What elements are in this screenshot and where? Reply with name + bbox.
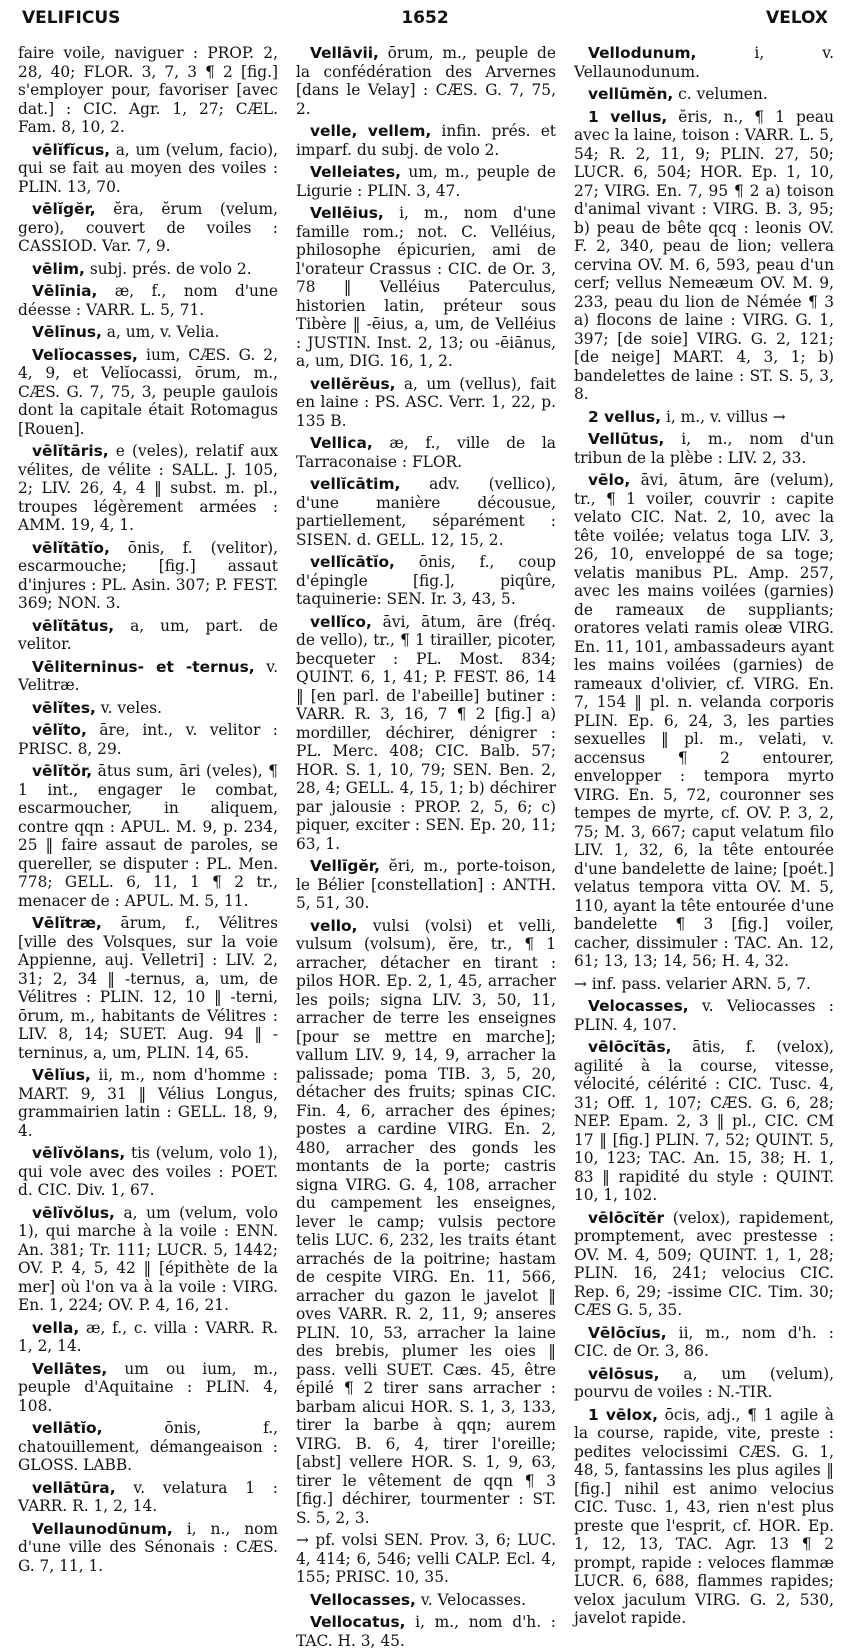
dictionary-entry <box>18 282 278 319</box>
definition-text: v. Veliocasses : PLIN. 4, 107. <box>574 997 834 1034</box>
headword: vēlĭvŏlans, <box>32 1144 126 1162</box>
headword: Vēlĭus, <box>32 1066 91 1084</box>
dictionary-entry <box>18 141 278 197</box>
headword: vēlo, <box>588 471 631 489</box>
dictionary-entry <box>574 408 834 427</box>
headword: 2 vellus, <box>588 407 662 426</box>
headword: 1 vellus, <box>588 107 668 126</box>
headword: Vellocatus, <box>310 1613 406 1631</box>
headword: vēlĭtes, <box>32 698 96 717</box>
headword: vēlĭtŏr, <box>32 762 93 780</box>
headword: 1 vēlox, <box>588 1405 658 1424</box>
definition-text: (velox), rapidement, promptement, avec prestesse : OV. M. 4, 509; QUINT. 1, 1, 28; PLIN. 16, 241; velocius CIC. Rep. 6, 29; -issime CIC. Tim. 30; CÆS G. 5, 35. <box>574 1208 834 1319</box>
headword: vellĭcātĭo, <box>310 553 395 571</box>
running-head-right: VELOX <box>766 8 828 28</box>
dictionary-entry <box>18 539 278 613</box>
headword: vēlĭtāris, <box>32 442 109 460</box>
definition-text: a, um (velum, volo 1), qui marche à la voile : ENN. An. 381; Tr. 111; LUCR. 5, 1442; OV. P. 4, 5, 42 ‖ [épithète de la mer] où l'on va à la voile : VIRG. En. 1, 224; OV. P. 4, 16, 21. <box>18 1203 278 1314</box>
definition-text: a, um (velum, facio), qui se fait au moyen des voiles : PLIN. 13, 70. <box>18 140 278 196</box>
dictionary-entry <box>296 917 556 1528</box>
headword: vellūmĕn, <box>588 85 674 103</box>
headword: vēlĭvŏlus, <box>32 1203 115 1222</box>
dictionary-entry <box>18 1520 278 1576</box>
dictionary-entry <box>18 44 278 137</box>
dictionary-entry <box>574 997 834 1034</box>
definition-text: um, m., peuple de Ligurie : PLIN. 3, 47. <box>296 163 556 200</box>
definition-text: ĕri, m., porte-toison, le Bélier [constellation] : ANTH. 5, 51, 30. <box>296 857 556 912</box>
dictionary-entry <box>574 1406 834 1628</box>
dictionary-entry <box>574 1038 834 1205</box>
definition-text: āvi, ātum, āre (velum), tr., ¶ 1 voiler, couvrir : capite velato CIC. Nat. 2, 10, avec la tête voilée; velatus toga LIV. 3, 26, 10, enveloppé de sa toge; velatis manibus PL. Amp. 257, avec les mains voilées (garnies) de rameaux de suppliants; oratores velati ramis oleæ VIRG. En. 11, 101, ambassadeurs ayant les mains voilées (garnies) de rameaux d'olivier, cf. VIRG. En. 7, 154 ‖ pl. n. velanda corporis PLIN. Ep. 6, 24, 3, les parties sexuelles ‖ pl. m., velati, v. accensus ¶ 2 entourer, envelopper : tempora myrto VIRG. En. 5, 72, couronner ses tempes de myrte, cf. OV. P. 3, 2, 75; M. 3, 667; caput velatum filo LIV. 1, 32, 6, la tête entourée d'une bandelette de laine; [poét.] velatus tempora vitta OV. M. 5, 110, ayant la tête entourée d'une bandelette ¶ 3 [fig.] voiler, cacher, dissimuler : TAC. An. 12, 61; 13, 13; 14, 56; H. 4, 32. <box>574 471 834 970</box>
dictionary-entry <box>18 442 278 535</box>
definition-text: subj. prés. de volo 2. <box>89 259 252 278</box>
dictionary-entry <box>296 857 556 913</box>
headword: vēlĭgĕr, <box>32 200 96 218</box>
definition-text: v. veles. <box>100 698 163 717</box>
dictionary-columns <box>18 44 834 1650</box>
definition-text: a, um (vellus), fait en laine : PS. ASC. Verr. 1, 22, p. 135 B. <box>296 374 556 430</box>
dictionary-entry <box>296 434 556 471</box>
headword: vello, <box>310 916 358 935</box>
definition-text: æ, f., ville de la Tarraconaise : FLOR. <box>296 434 556 471</box>
definition-text: ōnis, f., coup d'épingle [fig.], piqûre, taquinerie: SEN. Ir. 3, 43, 5. <box>296 553 556 608</box>
dictionary-entry <box>18 699 278 718</box>
headword: Vēlĭtræ, <box>32 914 102 932</box>
definition-text: āre, int., v. velitor : PRISC. 8, 29. <box>18 721 278 758</box>
definition-text: v. Velocasses. <box>420 1590 526 1609</box>
dictionary-entry <box>574 1365 834 1402</box>
headword: vēlĭfĭcus, <box>32 140 111 159</box>
dictionary-entry <box>574 44 834 81</box>
dictionary-entry <box>18 346 278 439</box>
headword: vēlōsus, <box>588 1364 660 1383</box>
dictionary-entry <box>296 122 556 159</box>
headword: Vellocasses, <box>310 1590 416 1609</box>
headword: Vellūtus, <box>588 430 665 448</box>
dictionary-entry <box>18 1419 278 1475</box>
dictionary-entry <box>574 1209 834 1320</box>
headword: vella, <box>32 1318 80 1337</box>
definition-text: ium, CÆS. G. 2, 4, 9, et Velĭocassi, ōrum, m., CÆS. G. 7, 75, 3, peuple gaulois dont la capitale était Rotomagus [Rouen]. <box>18 345 278 438</box>
dictionary-entry <box>296 1531 556 1587</box>
definition-text: ii, m., nom d'h. : CIC. de Or. 3, 86. <box>574 1323 834 1360</box>
definition-text: faire voile, naviguer : PROP. 2, 28, 40; FLOR. 3, 7, 3 ¶ 2 [fig.] s'employer pour, favoriser [avec dat.] : CIC. Agr. 1, 27; CÆL. Fam. 8, 10, 2. <box>18 44 278 136</box>
dictionary-entry <box>18 721 278 758</box>
dictionary-entry <box>18 323 278 342</box>
dictionary-entry <box>574 85 834 104</box>
dictionary-entry <box>18 1204 278 1315</box>
headword: vēlĭtātĭo, <box>32 538 110 557</box>
dictionary-entry <box>18 1144 278 1200</box>
definition-text: um ou ium, m., peuple d'Aquitaine : PLIN. 4, 108. <box>18 1359 278 1415</box>
definition-text: a, um, v. Velia. <box>106 323 220 341</box>
definition-text: i, m., nom d'une famille rom.; not. C. Velléius, philosophe épicurien, ami de l'orateur Crassus : CIC. de Or. 3, 78 ‖ Velléius Paterculus, historien latin, préteur sous Tibère ‖ -ēius, a, um, de Velléius : JUSTIN. Inst. 2, 13; ou -ēiānus, a, um, DIG. 16, 1, 2. <box>296 204 556 370</box>
dictionary-entry <box>574 471 834 971</box>
headword: velle, vellem, <box>310 122 432 140</box>
headword: Vellodunum, <box>588 44 697 62</box>
dictionary-entry <box>574 975 834 994</box>
dictionary-entry <box>296 553 556 609</box>
definition-text: tis (velum, volo 1), qui vole avec des voiles : POET. d. CIC. Div. 1, 67. <box>18 1144 278 1199</box>
headword: Vēlōcĭus, <box>588 1323 667 1342</box>
headword: Velleiates, <box>310 163 401 181</box>
headword: Velĭocasses, <box>32 345 138 364</box>
running-head-left: VELIFICUS <box>22 8 121 28</box>
headword: vellātĭo, <box>32 1419 103 1437</box>
definition-text: v. velatura 1 : VARR. R. 1, 2, 14. <box>18 1478 278 1515</box>
definition-text: i, m., nom d'un tribun de la plèbe : LIV. 2, 33. <box>574 430 834 467</box>
dictionary-entry <box>18 1066 278 1140</box>
definition-text: āvi, ātum, āre (fréq. de vello), tr., ¶ 1 tirailler, picoter, becqueter : PL. Most. 834; QUINT. 6, 1, 41; P. FEST. 86, 14 ‖ [en parl. de l'abeille] butiner : VARR. R. 3, 16, 7 ¶ 2 [fig.] a) mordiller, déchirer, dénigrer : PL. Merc. 408; CIC. Balb. 57; HOR. S. 1, 10, 79; SEN. Ben. 2, 28, 4; GELL. 4, 15, 1; b) déchirer par jalousie : PROP. 2, 5, 6; c) piquer, exciter : SEN. Ep. 20, 11; 63, 1. <box>296 612 556 853</box>
definition-text: æ, f., nom d'une déesse : VARR. L. 5, 71. <box>18 282 278 319</box>
headword: Velocasses, <box>588 997 689 1015</box>
definition-text: i, m., nom d'h. : TAC. H. 3, 45. <box>296 1613 556 1650</box>
definition-text: infin. prés. et imparf. du subj. de volo 2. <box>296 122 556 159</box>
headword: Vēliterninus- et -ternus, <box>32 657 255 676</box>
definition-text: ōrum, m., peuple de la confédération des Arvernes [dans le Velay] : CÆS. G. 7, 75, 2. <box>296 44 556 118</box>
headword: Vellātes, <box>32 1359 108 1378</box>
definition-text: e (veles), relatif aux vélites, de vélite : SALL. J. 105, 2; LIV. 26, 4, 4 ‖ subst. m. pl., troupes légèrement armées : AMM. 19, 4, 1. <box>18 442 278 534</box>
dictionary-entry <box>296 204 556 371</box>
headword: Vēlīnus, <box>32 323 102 341</box>
definition-text: ĕris, n., ¶ 1 peau avec la laine, toison : VARR. L. 5, 54; R. 2, 11, 9; PLIN. 27, 50; LUCR. 6, 504; HOR. Ep. 1, 10, 27; VIRG. En. 7, 95 ¶ 2 a) toison d'animal vivant : VIRG. B. 3, 95; b) peau de bête qcq : leonis OV. F. 2, 340, peau de lion; vellera cervina OV. M. 6, 593, peau d'un cerf; vellus Nemeæum OV. M. 9, 233, peau du lion de Némée ¶ 3 a) flocons de laine : VIRG. G. 1, 397; [de soie] VIRG. G. 2, 121; [de neige] MART. 4, 3, 1; b) bandelettes de laine : ST. S. 5, 3, 8. <box>574 107 834 403</box>
definition-text: i, v. Vellaunodunum. <box>574 44 834 81</box>
dictionary-entry <box>18 260 278 279</box>
definition-text: adv. (vellico), d'une manière décousue, partiellement, séparément : SISEN. d. GELL. 12, 15, 2. <box>296 475 556 549</box>
headword: vēlĭtātus, <box>32 616 115 635</box>
headword: Vellīgĕr, <box>310 857 380 875</box>
dictionary-entry <box>18 1479 278 1516</box>
definition-text: i, n., nom d'une ville des Sénonais : CÆS. G. 7, 11, 1. <box>18 1519 278 1575</box>
headword: Vellaunodūnum, <box>32 1519 173 1538</box>
dictionary-entry <box>18 1319 278 1356</box>
dictionary-entry <box>18 762 278 910</box>
dictionary-entry <box>296 1613 556 1650</box>
definition-text: ōnis, f., chatouillement, démangeaison : GLOSS. LABB. <box>18 1419 278 1474</box>
definition-text: ōcis, adj., ¶ 1 agile à la course, rapide, vite, preste : pedites velocissimi CÆS. G. 1, 48, 5, fantassins les plus agiles ‖ [fig.] nihil est animo velocius CIC. Tusc. 1, 43, rien n'est plus preste que l'esprit, cf. HOR. Ep. 1, 12, 13, TAC. Agr. 13 ¶ 2 prompt, rapide : veloces flammæ LUCR. 6, 688, flammes rapides; velox jaculum VIRG. G. 2, 530, javelot rapide. <box>574 1405 834 1627</box>
headword: vēlōcĭtĕr <box>588 1208 665 1227</box>
column-middle <box>296 44 556 1650</box>
definition-text: æ, f., c. villa : VARR. R. 1, 2, 14. <box>18 1318 278 1355</box>
headword: vellĕrĕus, <box>310 374 396 393</box>
definition-text: ātus sum, āri (veles), ¶ 1 int., engager le combat, escarmoucher, in aliquem, contre qqn : APUL. M. 9, p. 234, 25 ‖ faire assaut de paroles, se quereller, se disputer : PL. Men. 778; GELL. 6, 11, 1 ¶ 2 tr., menacer de : APUL. M. 5, 11. <box>18 762 278 910</box>
definition-text: → pf. volsi SEN. Prov. 3, 6; LUC. 4, 414; 6, 546; velli CALP. Ecl. 4, 155; PRISC. 10, 35. <box>296 1531 556 1586</box>
headword: vellātūra, <box>32 1478 116 1497</box>
definition-text: a, um, part. de velitor. <box>18 616 278 653</box>
dictionary-entry <box>18 617 278 654</box>
dictionary-entry <box>296 613 556 854</box>
headword: Vēlīnia, <box>32 282 98 300</box>
dictionary-entry <box>296 475 556 549</box>
definition-text: ātis, f. (velox), agilité à la course, vitesse, vélocité, célérité : CIC. Tusc. 4, 31; Off. 1, 107; CÆS. G. 6, 28; NEP. Epam. 2, 3 ‖ pl., CIC. CM 17 ‖ [fig.] PLIN. 7, 52; QUINT. 5, 10, 123; TAC. An. 15, 38; H. 1, 83 ‖ rapidité du style : QUINT. 10, 1, 102. <box>574 1038 834 1204</box>
headword: Vellica, <box>310 434 373 452</box>
page-number: 1652 <box>401 8 449 28</box>
definition-text: i, m., v. villus → <box>665 407 786 426</box>
dictionary-entry <box>296 44 556 118</box>
headword: vēlim, <box>32 259 85 278</box>
headword: Vellēius, <box>310 204 384 222</box>
dictionary-entry <box>574 108 834 404</box>
dictionary-entry <box>18 914 278 1062</box>
definition-text: v. Velitræ. <box>18 657 278 694</box>
column-right <box>574 44 834 1627</box>
definition-text: ĕra, ĕrum (velum, gero), couvert de voiles : CASSIOD. Var. 7, 9. <box>18 200 278 255</box>
dictionary-entry <box>296 1591 556 1610</box>
headword: vellĭcātim, <box>310 475 401 493</box>
definition-text: a, um (velum), pourvu de voiles : N.-TIR. <box>574 1364 834 1401</box>
definition-text: c. velumen. <box>678 85 768 103</box>
headword: vellĭco, <box>310 612 372 631</box>
dictionary-entry <box>574 1324 834 1361</box>
definition-text: ii, m., nom d'homme : MART. 9, 31 ‖ Vélius Longus, grammairien latin : GELL. 18, 9, 4. <box>18 1066 278 1140</box>
dictionary-entry <box>18 200 278 256</box>
definition-text: → inf. pass. velarier ARN. 5, 7. <box>574 974 811 993</box>
dictionary-entry <box>296 375 556 431</box>
dictionary-entry <box>574 430 834 467</box>
definition-text: ōnis, f. (velitor), escarmouche; [fig.] assaut d'injures : PL. Asin. 307; P. FEST. 369; NON. 3. <box>18 538 278 612</box>
definition-text: ārum, f., Vélitres [ville des Volsques, sur la voie Appienne, auj. Velletri] : LIV. 2, 31; 2, 34 ‖ -ternus, a, um, de Vélitres : PLIN. 12, 10 ‖ -terni, ōrum, m., habitants de Vélitres : LIV. 8, 14; SUET. Aug. 94 ‖ -terninus, a, um, PLIN. 14, 65. <box>18 914 278 1062</box>
page-header <box>22 8 828 38</box>
dictionary-entry <box>18 1360 278 1416</box>
column-left <box>18 44 278 1575</box>
dictionary-entry <box>18 658 278 695</box>
headword: vēlĭto, <box>32 721 87 739</box>
definition-text: vulsi (volsi) et velli, vulsum (volsum), ĕre, tr., ¶ 1 arracher, détacher en tirant : pilos HOR. Ep. 2, 1, 45, arracher les poils; signa LIV. 3, 50, 11, arracher de terre les enseignes [pour se mettre en marche]; vallum LIV. 9, 14, 9, arracher la palissade; poma TIB. 3, 5, 20, détacher des fruits; spinas CIC. Fin. 4, 6, arracher des épines; postes a cardine VIRG. En. 2, 480, arracher des gonds les montants de la porte; castris signa VIRG. G. 4, 108, arracher du campement les enseignes, lever le camp; vulsis pectore telis LUC. 6, 232, les traits étant arrachés de la poitrine; hastam de cespite VIRG. En. 11, 566, arracher du gazon le javelot ‖ oves VARR. R. 2, 11, 9; anseres PLIN. 10, 53, arracher la laine des brebis, plumer les oies ‖ pass. velli SUET. Cæs. 45, être épilé ¶ 2 tirer sans arracher : barbam alicui HOR. S. 1, 3, 133, tirer la barbe à qqn; aurem VIRG. B. 6, 4, tirer l'oreille; [abst] vellere HOR. S. 1, 9, 63, tirer le vêtement de qqn ¶ 3 [fig.] déchirer, tourmenter : ST. S. 5, 2, 3. <box>296 916 556 1527</box>
headword: Vellāvii, <box>310 44 379 62</box>
dictionary-entry <box>296 163 556 200</box>
headword: vēlōcĭtās, <box>588 1038 672 1056</box>
